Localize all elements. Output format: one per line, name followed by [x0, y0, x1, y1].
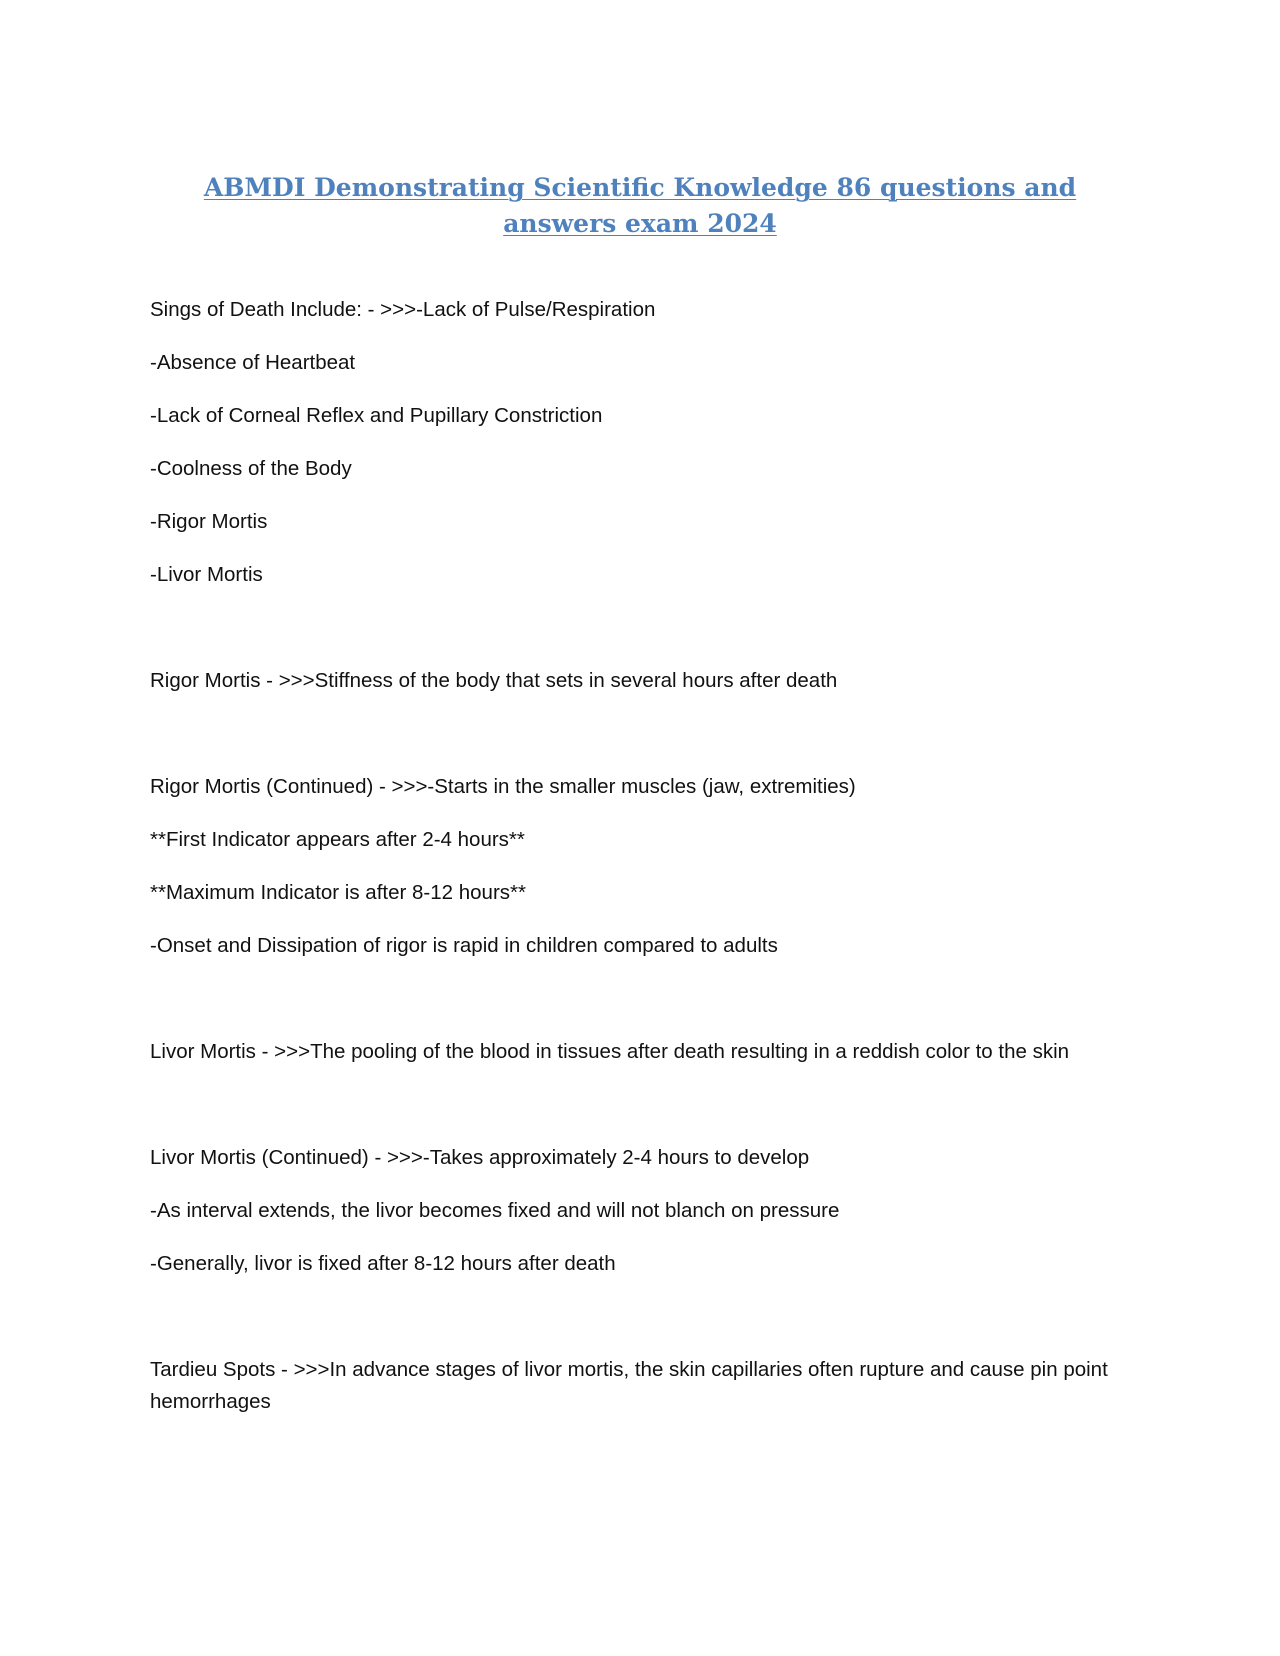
- paragraph: -Livor Mortis: [150, 563, 263, 586]
- paragraph: -Generally, livor is fixed after 8-12 hours after death: [150, 1252, 616, 1275]
- document-title: ABMDI Demonstrating Scientific Knowledge 86 questions and answers exam 2024: [203, 173, 1077, 238]
- paragraph-spacer: [150, 983, 1130, 1036]
- paragraph: **Maximum Indicator is after 8-12 hours**: [150, 881, 526, 904]
- paragraph: -Onset and Dissipation of rigor is rapid in children compared to adults: [150, 934, 778, 957]
- paragraph: Sings of Death Include: - >>>-Lack of Pulse/Respiration: [150, 298, 656, 321]
- paragraph-spacer: [150, 612, 1130, 665]
- paragraph: -Rigor Mortis: [150, 510, 268, 533]
- paragraph-spacer: [150, 718, 1130, 771]
- paragraph: -Coolness of the Body: [150, 457, 352, 480]
- paragraph: -As interval extends, the livor becomes fixed and will not blanch on pressure: [150, 1199, 840, 1222]
- paragraph: Rigor Mortis - >>>Stiffness of the body that sets in several hours after death: [150, 669, 838, 692]
- paragraph-spacer: [150, 1301, 1130, 1354]
- paragraph: Livor Mortis (Continued) - >>>-Takes approximately 2-4 hours to develop: [150, 1146, 810, 1169]
- paragraph: Livor Mortis - >>>The pooling of the blood in tissues after death resulting in a reddish color to the skin: [150, 1040, 1070, 1063]
- paragraph: **First Indicator appears after 2-4 hours**: [150, 828, 525, 851]
- paragraph: Rigor Mortis (Continued) - >>>-Starts in the smaller muscles (jaw, extremities): [150, 775, 856, 798]
- paragraph: -Absence of Heartbeat: [150, 351, 356, 374]
- document-body: [150, 294, 1130, 1439]
- paragraph-spacer: [150, 1089, 1130, 1142]
- paragraph: -Lack of Corneal Reflex and Pupillary Constriction: [150, 404, 603, 427]
- paragraph: Tardieu Spots - >>>In advance stages of livor mortis, the skin capillaries often rupture and cause pin point hemorrhages: [150, 1358, 1108, 1413]
